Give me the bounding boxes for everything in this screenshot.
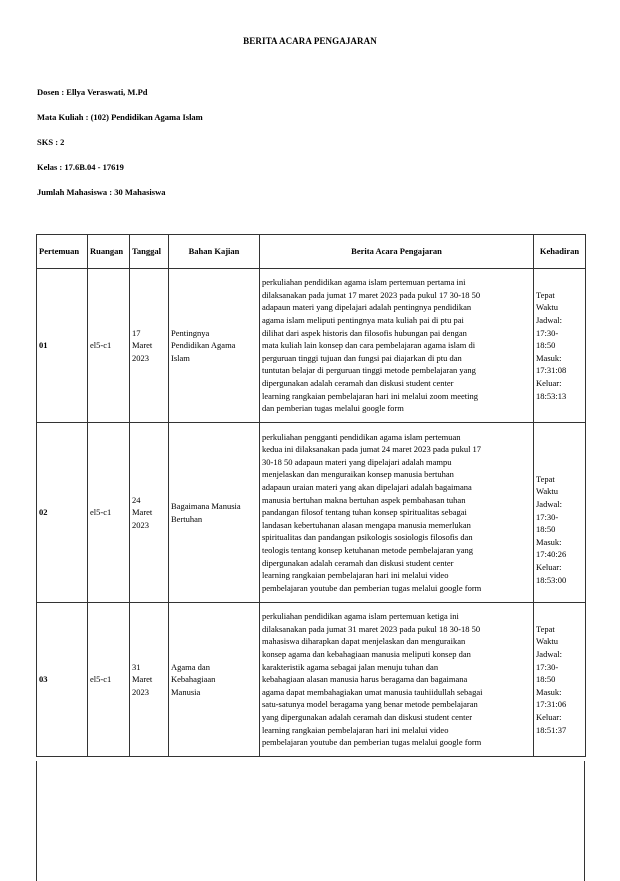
teaching-report-table	[36, 234, 586, 757]
berita-line: learning rangkaian pembelajaran hari ini melalui video	[262, 570, 449, 581]
berita-line: learning rangkaian pembelajaran hari ini melalui zoom meeting	[262, 390, 478, 401]
table-row	[37, 603, 586, 757]
berita-line: perkuliahan pendidikan agama islam pertemuan ketiga ini	[262, 611, 459, 622]
kehadiran-line: Masuk:	[536, 536, 562, 547]
bahan-line: Kebahagiaan	[171, 674, 216, 685]
kehadiran-line: 17:30-	[536, 327, 559, 338]
cell-pertemuan: 01	[37, 269, 88, 423]
kehadiran-line: 18:50	[536, 674, 556, 685]
berita-line: adapaun materi yang dipelajari adalah pentingnya pendidikan	[262, 302, 472, 313]
bahan-line: Pentingnya	[171, 327, 210, 338]
bahan-line: Bagaimana Manusia	[171, 500, 241, 511]
kehadiran-line: 17:30-	[536, 511, 559, 522]
cell-pertemuan: 03	[37, 603, 88, 757]
kehadiran-line: Waktu	[536, 486, 558, 497]
cell-kehadiran	[534, 603, 586, 757]
kehadiran-line: 18:50	[536, 524, 556, 535]
kehadiran-line: Tepat	[536, 623, 555, 634]
kehadiran-line: 18:53:00	[536, 574, 567, 585]
cell-tanggal	[130, 269, 169, 423]
berita-line: manusia bertuhan makna bertuhan aspek pembahasan tuhan	[262, 494, 466, 505]
tanggal-line: Maret	[132, 507, 153, 518]
bahan-line: Islam	[171, 352, 190, 363]
kehadiran-line: Keluar:	[536, 561, 562, 572]
berita-line: satu-satunya model beragama yang benar metode pembelajaran	[262, 699, 478, 710]
cell-berita-acara	[260, 603, 534, 757]
berita-line: adapaun uraian materi yang akan dipelajari adalah bagaimana	[262, 482, 472, 493]
berita-line: teologis tentang konsep ketuhanan metode pembelajaran yang	[262, 544, 474, 555]
cell-tanggal	[130, 603, 169, 757]
header-bahan-kajian: Bahan Kajian	[169, 235, 260, 269]
berita-line: kedua ini dilaksanakan pada jumat 24 maret 2023 pada pukul 17	[262, 444, 482, 455]
kehadiran-line: 18:50	[536, 340, 556, 351]
berita-line: dilaksanakan pada jumat 17 maret 2023 pada pukul 17 30-18 50	[262, 289, 481, 300]
berita-line: 30-18 50 adapaun materi yang dipelajari adalah mampu	[262, 456, 452, 467]
meta-dosen: Dosen : Ellya Veraswati, M.Pd	[37, 87, 148, 97]
cell-ruangan: el5-c1	[88, 269, 130, 423]
berita-line: mahasiswa diharapkan dapat menjelaskan dan menguraikan	[262, 636, 466, 647]
cell-berita-acara	[260, 269, 534, 423]
header-tanggal: Tanggal	[130, 235, 169, 269]
cell-tanggal	[130, 423, 169, 603]
kehadiran-line: Masuk:	[536, 686, 562, 697]
table-continuation	[36, 761, 585, 881]
berita-line: dilihat dari aspek historis dan filosofis hubungan pai dengan	[262, 327, 467, 338]
berita-line: landasan kebertuhanan alasan mengapa manusia memerlukan	[262, 519, 471, 530]
kehadiran-line: Waktu	[536, 302, 558, 313]
tanggal-line: 2023	[132, 686, 149, 697]
tanggal-line: 24	[132, 494, 141, 505]
cell-bahan-kajian	[169, 603, 260, 757]
berita-line: menjelaskan dan menguraikan konsep manusia bertuhan	[262, 469, 454, 480]
kehadiran-line: 17:31:08	[536, 365, 567, 376]
tanggal-line: 31	[132, 661, 141, 672]
cell-ruangan: el5-c1	[88, 423, 130, 603]
berita-line: dan pemberian tugas melalui google form	[262, 403, 404, 414]
kehadiran-line: Tepat	[536, 473, 555, 484]
kehadiran-line: Jadwal:	[536, 315, 562, 326]
bahan-line: Manusia	[171, 686, 201, 697]
kehadiran-line: Tepat	[536, 289, 555, 300]
bahan-line: Bertuhan	[171, 513, 203, 524]
tanggal-line: 2023	[132, 519, 149, 530]
kehadiran-line: 18:51:37	[536, 724, 567, 735]
header-pertemuan: Pertemuan	[37, 235, 88, 269]
cell-kehadiran	[534, 269, 586, 423]
cell-berita-acara	[260, 423, 534, 603]
berita-line: learning rangkaian pembelajaran hari ini melalui video	[262, 724, 449, 735]
berita-line: karakteristik agama sebagai jalan menuju tuhan dan	[262, 661, 439, 672]
berita-line: perguruan tinggi tujuan dan fungsi pai diajarkan di ptu dan	[262, 352, 462, 363]
cell-bahan-kajian	[169, 423, 260, 603]
kehadiran-line: Waktu	[536, 636, 558, 647]
berita-line: dipergunakan adalah ceramah dan diskusi student center	[262, 377, 454, 388]
kehadiran-line: Masuk:	[536, 352, 562, 363]
kehadiran-line: 17:30-	[536, 661, 559, 672]
berita-line: perkuliahan pendidikan agama islam pertemuan pertama ini	[262, 277, 466, 288]
meta-kelas: Kelas : 17.6B.04 - 17619	[37, 162, 124, 172]
berita-line: kebahagiaan alasan manusia harus beragama dan bagaimana	[262, 674, 468, 685]
berita-line: yang dipergunakan adalah ceramah dan diskusi student center	[262, 711, 473, 722]
meta-jumlah-mahasiswa: Jumlah Mahasiswa : 30 Mahasiswa	[37, 187, 166, 197]
kehadiran-line: 17:40:26	[536, 549, 567, 560]
cell-bahan-kajian	[169, 269, 260, 423]
kehadiran-line: Jadwal:	[536, 649, 562, 660]
kehadiran-line: 18:53:13	[536, 390, 567, 401]
kehadiran-line: Keluar:	[536, 711, 562, 722]
cell-pertemuan: 02	[37, 423, 88, 603]
tanggal-line: Maret	[132, 340, 153, 351]
berita-line: spiritualitas dan pandangan psikologis sosiologis filosofis dan	[262, 532, 473, 543]
document-title: BERITA ACARA PENGAJARAN	[243, 36, 377, 46]
meta-sks: SKS : 2	[37, 137, 65, 147]
berita-line: pembelajaran youtube dan pemberian tugas melalui google form	[262, 582, 482, 593]
berita-line: konsep agama dan kebahagiaan manusia meliputi konsep dan	[262, 649, 471, 660]
table-header-row	[37, 235, 586, 269]
header-kehadiran: Kehadiran	[534, 235, 586, 269]
berita-line: pembelajaran youtube dan pemberian tugas melalui google form	[262, 737, 482, 748]
kehadiran-line: Keluar:	[536, 377, 562, 388]
header-ruangan: Ruangan	[88, 235, 130, 269]
kehadiran-line: Jadwal:	[536, 499, 562, 510]
berita-line: dipergunakan adalah ceramah dan diskusi student center	[262, 557, 454, 568]
bahan-line: Agama dan	[171, 661, 210, 672]
cell-kehadiran	[534, 423, 586, 603]
berita-line: dilaksanakan pada jumat 31 maret 2023 pada pukul 18 30-18 50	[262, 623, 481, 634]
berita-line: mata kuliah lain konsep dan cara pembelajaran agama islam di	[262, 340, 476, 351]
kehadiran-line: 17:31:06	[536, 699, 567, 710]
table-row	[37, 269, 586, 423]
cell-ruangan: el5-c1	[88, 603, 130, 757]
table-row	[37, 423, 586, 603]
berita-line: pandangan filosof tentang tuhan konsep spiritualitas sebagai	[262, 507, 467, 518]
meta-mata-kuliah: Mata Kuliah : (102) Pendidikan Agama Islam	[37, 112, 203, 122]
berita-line: agama islam meliputi pentingnya mata kuliah pai di ptu pai	[262, 315, 464, 326]
header-berita-acara: Berita Acara Pengajaran	[260, 235, 534, 269]
tanggal-line: Maret	[132, 674, 153, 685]
tanggal-line: 2023	[132, 352, 149, 363]
bahan-line: Pendidikan Agama	[171, 340, 236, 351]
berita-line: tuntutan belajar di perguruan tinggi metode pembelajaran yang	[262, 365, 476, 376]
tanggal-line: 17	[132, 327, 141, 338]
berita-line: agama dapat membahagiakan umat manusia tauhiidullah sebagai	[262, 686, 483, 697]
berita-line: perkuliahan pengganti pendidikan agama islam pertemuan	[262, 431, 461, 442]
